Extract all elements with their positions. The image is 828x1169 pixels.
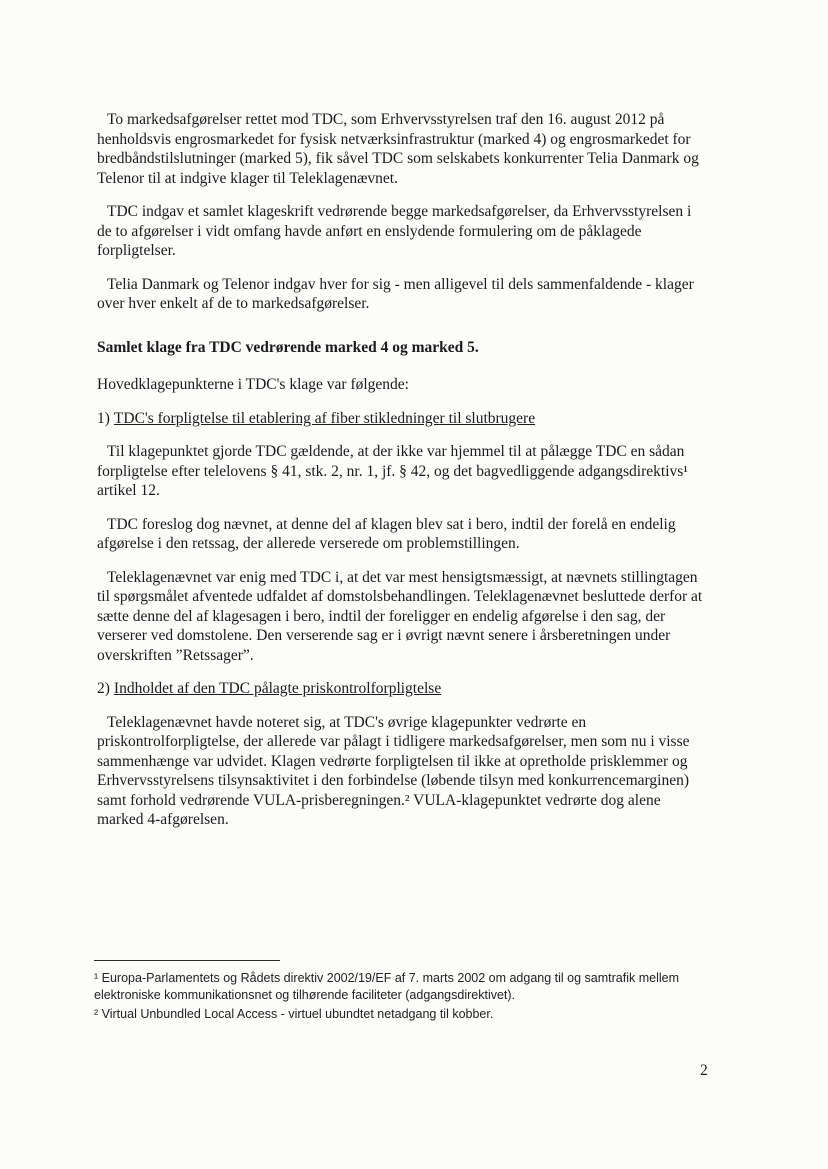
intro-paragraph-2: TDC indgav et samlet klageskrift vedrørende begge markedsafgørelser, da Erhvervsstyrelsen i de to afgørelser i vidt omfang havde anført en enslydende formulering om de påklagede forpligtelser. xyxy=(97,203,692,259)
document-body xyxy=(97,110,709,844)
subsection-1-paragraph-3: Teleklagenævnet var enig med TDC i, at det var mest hensigtsmæssigt, at nævnets stillingtagen til spørgsmålet afventede udfaldet af domstolsbehandlingen. Teleklagenævnet besluttede derfor at sætte denne del af klagesagen i bero, indtil der foreligger en endelig afgørelse i den sag, der verserer ved domstolene. Den verserende sag er i øvrigt nævnt senere i årsberetningen under overskriften ”Retssager”. xyxy=(97,568,703,664)
subsection-1-paragraph-2: TDC foreslog dog nævnet, at denne del af klagen blev sat i bero, indtil der forelå en endelig afgørelse i den retssag, der allerede verserede om problemstillingen. xyxy=(97,515,676,552)
subsection-1-number: 1) xyxy=(97,409,110,427)
lead-paragraph: Hovedklagepunkterne i TDC's klage var følgende: xyxy=(97,376,409,393)
subsection-1-title: TDC's forpligtelse til etablering af fiber stikledninger til slutbrugere xyxy=(113,409,536,427)
intro-paragraph-3: Telia Danmark og Telenor indgav hver for sig - men alligevel til dels sammenfaldende - klager over hver enkelt af de to markedsafgørelser. xyxy=(97,275,694,312)
subsection-2-number: 2) xyxy=(97,680,110,697)
footnote-1: ¹ Europa-Parlamentets og Rådets direktiv 2002/19/EF af 7. marts 2002 om adgang til og samtrafik mellem elektroniske kommunikationsnet og tilhørende faciliteter (adgangsdirektivet). xyxy=(94,971,680,1002)
page-number: 2 xyxy=(700,1062,708,1079)
subsection-2-title: Indholdet af den TDC pålagte priskontrolforpligtelse xyxy=(113,680,442,697)
intro-paragraph-1: To markedsafgørelser rettet mod TDC, som Erhvervsstyrelsen traf den 16. august 2012 på henholdsvis engrosmarkedet for fysisk netværksinfrastruktur (marked 4) og engrosmarkedet for bredbåndstilslutninger (marked 5), fik såvel TDC som selskabets konkurrenter Telia Danmark og Telenor til at indgive klager til Teleklagenævnet. xyxy=(97,111,699,187)
section-heading: Samlet klage fra TDC vedrørende marked 4 og marked 5. xyxy=(97,338,479,356)
subsection-1-paragraph-1: Til klagepunktet gjorde TDC gældende, at der ikke var hjemmel til at pålægge TDC en sådan forpligtelse efter telelovens § 41, stk. 2, nr. 1, jf. § 42, og det bagvedliggende adgangsdirektivs¹ artikel 12. xyxy=(97,443,688,499)
subsection-1-heading xyxy=(97,409,709,429)
footnotes xyxy=(94,960,718,1025)
subsection-2-paragraph-1: Teleklagenævnet havde noteret sig, at TDC's øvrige klagepunkter vedrørte en priskontrolforpligtelse, der allerede var pålagt i tidligere markedsafgørelser, men som nu i visse sammenhænge var udvidet. Klagen vedrørte forpligtelsen til ikke at opretholde prisklemmer og Erhvervsstyrelsens tilsynsaktivitet i den forbindelse (løbende tilsyn med konkurrencemarginen) samt forhold vedrørende VULA-prisberegningen.² VULA-klagepunktet vedrørte dog alene marked 4-afgørelsen. xyxy=(97,713,690,828)
footnote-rule xyxy=(94,960,280,961)
footnote-2: ² Virtual Unbundled Local Access - virtuel ubundtet netadgang til kobber. xyxy=(94,1007,494,1021)
subsection-2-heading xyxy=(97,679,709,699)
